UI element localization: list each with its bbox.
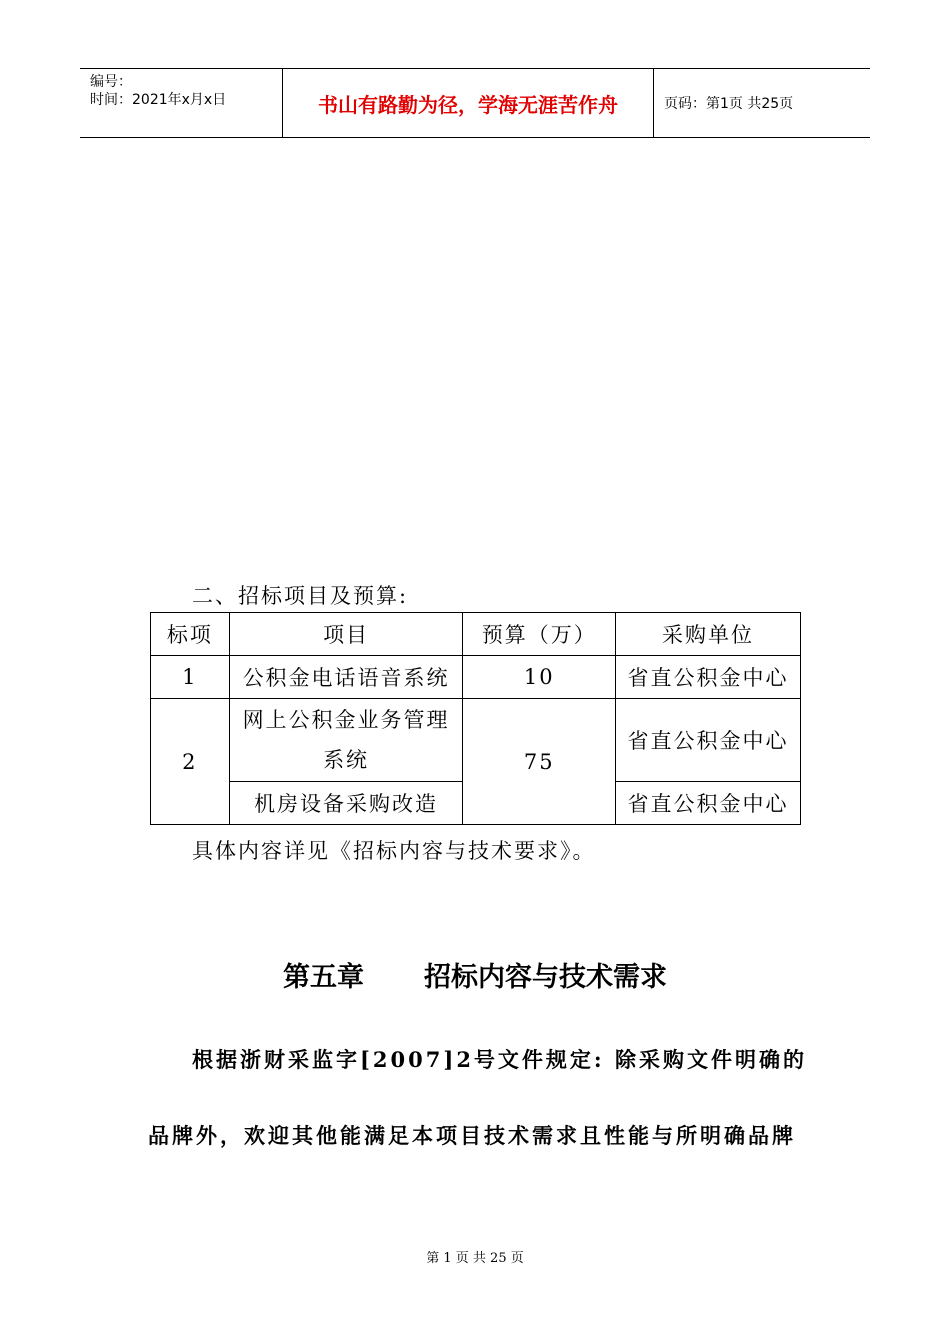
section-title: 二、招标项目及预算: (192, 584, 409, 608)
col-header-unit: 采购单位 (615, 613, 800, 656)
chapter-heading (0, 955, 950, 994)
time-label: 时间：2021年x月x日 (90, 92, 227, 108)
number-label: 编号： (90, 74, 132, 90)
body-line-2: 品牌外，欢迎其他能满足本项目技术需求且性能与所明确品牌 (148, 1123, 796, 1148)
table-row (151, 699, 801, 782)
page-footer: 第 1 页 共 25 页 (426, 1251, 524, 1266)
cell-unit: 省直公积金中心 (615, 656, 800, 699)
cell-lot: 1 (151, 656, 230, 699)
body-line-1: 根据浙财采监字[2007]2号文件规定: 除采购文件明确的 (192, 1047, 807, 1072)
cell-unit: 省直公积金中心 (615, 782, 800, 825)
cell-project: 公积金电话语音系统 (229, 656, 463, 699)
cell-budget: 10 (463, 656, 615, 699)
col-header-project: 项目 (229, 613, 463, 656)
header-meta (80, 69, 282, 137)
cell-lot: 2 (151, 699, 230, 825)
header-motto: 书山有路勤为径，学海无涯苦作舟 (318, 92, 618, 117)
col-header-lot: 标项 (151, 613, 230, 656)
header-motto-cell (282, 69, 654, 137)
cell-budget: 75 (463, 699, 615, 825)
col-header-budget: 预算（万） (463, 613, 615, 656)
cell-project: 机房设备采购改造 (229, 782, 463, 825)
chapter-number: 第五章 (283, 962, 364, 993)
chapter-title: 招标内容与技术需求 (424, 962, 667, 993)
bid-table (150, 612, 801, 825)
page-header (80, 68, 870, 138)
table-note: 具体内容详见《招标内容与技术要求》。 (192, 839, 596, 863)
cell-project: 网上公积金业务管理系统 (229, 699, 463, 782)
cell-unit: 省直公积金中心 (615, 699, 800, 782)
header-page-info: 页码：第1页 共25页 (664, 96, 794, 112)
table-row (151, 656, 801, 699)
